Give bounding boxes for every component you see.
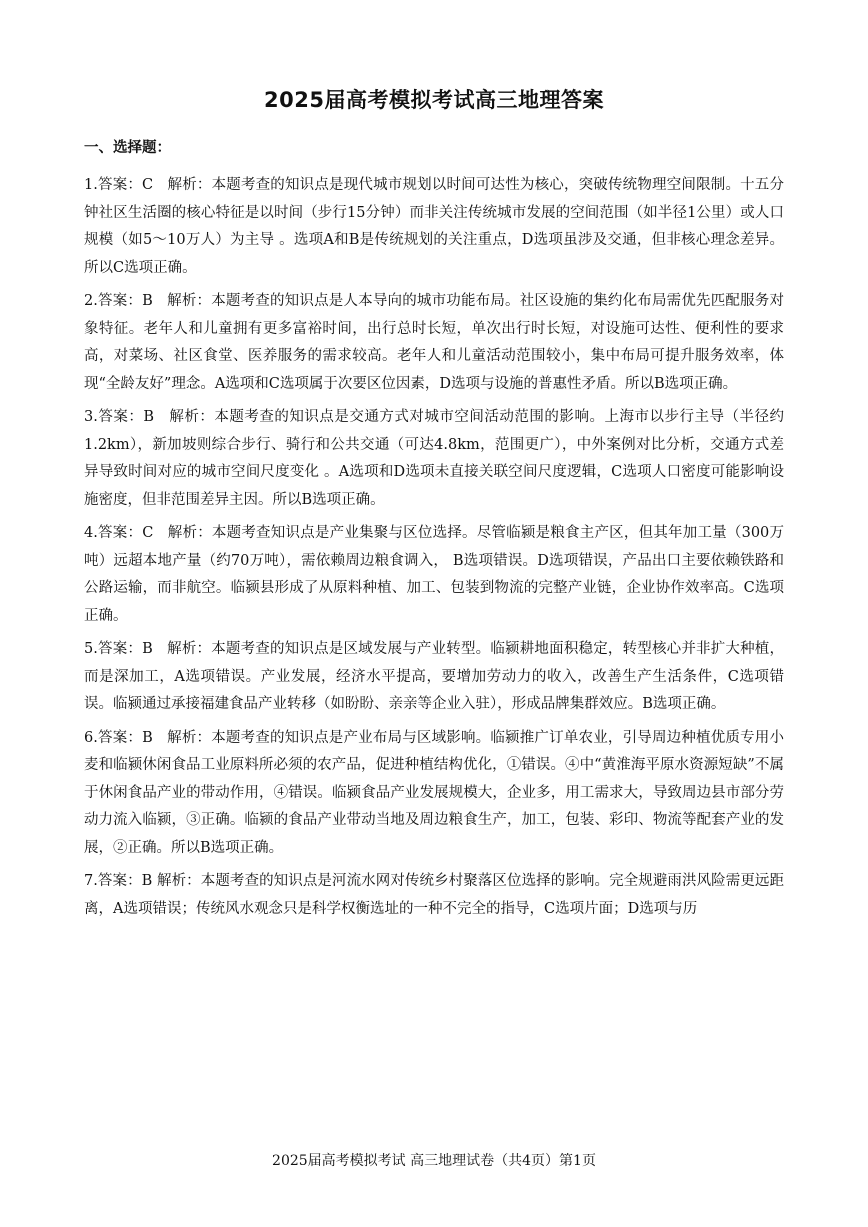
- answer-label: 4.答案：C: [84, 525, 168, 541]
- answer-item: [84, 868, 784, 923]
- section-heading: 一、选择题：: [84, 140, 171, 156]
- answer-label: 5.答案：B: [84, 641, 168, 657]
- answer-item: [84, 725, 784, 863]
- answer-explanation: 解析：本题考查的知识点是区域发展与产业转型。临颍耕地面积稳定，转型核心并非扩大种植，而是深加工，A选项错误。产业发展，经济水平提高，要增加劳动力的收入，改善生产生活条件，C选项错误。临颍通过承接福建食品产业转移（如盼盼、亲亲等企业入驻），形成品牌集群效应。B选项正确。: [84, 641, 784, 712]
- answer-label: 1.答案：C: [84, 177, 168, 193]
- answer-label: 6.答案：B: [84, 729, 168, 746]
- answer-item: [84, 404, 784, 514]
- answer-item: [84, 288, 784, 398]
- answer-list: [84, 172, 784, 1122]
- page-footer: 2025届高考模拟考试 高三地理试卷（共4页）第1页: [272, 1153, 596, 1169]
- answer-explanation: 解析：本题考查的知识点是产业布局与区域影响。临颍推广订单农业，引导周边种植优质专用小麦和临颍休闲食品工业原料所必须的农产品，促进种植结构优化，①错误。④中“黄淮海平原水资源短缺”不属于休闲食品产业的带动作用，④错误。临颍食品产业发展规模大，企业多，用工需求大，导致周边县市部分劳动力流入临颍，③正确。临颍的食品产业带动当地及周边粮食生产，加工，包装、彩印、物流等配套产业的发展，②正确。所以B选项正确。: [84, 729, 784, 856]
- answer-label: 2.答案：B: [84, 293, 168, 309]
- answer-item: [84, 520, 784, 630]
- answer-label: 3.答案：B: [84, 409, 170, 425]
- answer-label: 7.答案：B: [84, 873, 158, 889]
- answer-item: [84, 172, 784, 282]
- answer-explanation: 解析：本题考查的知识点是现代城市规划以时间可达性为核心，突破传统物理空间限制。十五分钟社区生活圈的核心特征是以时间（步行15分钟）而非关注传统城市发展的空间范围（如半径1公里）或人口规模（如5～10万人）为主导 。选项A和B是传统规划的关注重点，D选项虽涉及交通，但非核心理念差异。所以C选项正确。: [84, 177, 784, 276]
- answer-explanation: 解析：本题考查知识点是产业集聚与区位选择。尽管临颍是粮食主产区，但其年加工量（300万吨）远超本地产量（约70万吨），需依赖周边粮食调入， B选项错误。D选项错误，产品出口主要依赖铁路和公路运输，而非航空。临颍县形成了从原料种植、加工、包装到物流的完整产业链，企业协作效率高。C选项正确。: [84, 525, 784, 624]
- answer-explanation: 解析：本题考查的知识点是河流水网对传统乡村聚落区位选择的影响。完全规避雨洪风险需更远距离，A选项错误；传统风水观念只是科学权衡选址的一种不完全的指导，C选项片面；D选项与历: [84, 873, 784, 917]
- page-title: 2025届高考模拟考试高三地理答案: [264, 88, 604, 112]
- answer-explanation: 解析：本题考查的知识点是交通方式对城市空间活动范围的影响。上海市以步行主导（半径约1.2km），新加坡则综合步行、骑行和公共交通（可达4.8km，范围更广），中外案例对比分析，交通方式差异导致时间对应的城市空间尺度变化 。A选项和D选项未直接关联空间尺度逻辑，C选项人口密度可能影响设施密度，但非范围差异主因。所以B选项正确。: [84, 409, 784, 508]
- answer-explanation: 解析：本题考查的知识点是人本导向的城市功能布局。社区设施的集约化布局需优先匹配服务对象特征。老年人和儿童拥有更多富裕时间，出行总时长短，单次出行时长短，对设施可达性、便利性的要求高，对菜场、社区食堂、医养服务的需求较高。老年人和儿童活动范围较小，集中布局可提升服务效率，体现“全龄友好”理念。A选项和C选项属于次要区位因素，D选项与设施的普惠性矛盾。所以B选项正确。: [84, 293, 784, 392]
- answer-item: [84, 636, 784, 719]
